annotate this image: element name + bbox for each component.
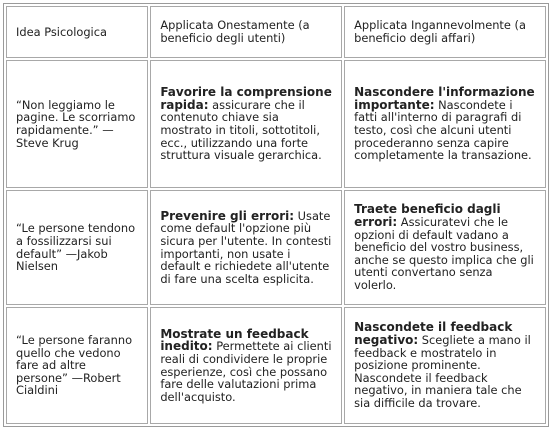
header-applied-deceptively: Applicata Ingannevolmente (a beneficio degli affari) <box>344 6 546 58</box>
honest-title: Mostrate un feedback inedito: <box>160 326 309 354</box>
psychology-comparison-table <box>3 3 549 427</box>
deceptive-title: Nascondere l'informazione importante: <box>354 85 535 112</box>
quote-cell: “Non leggiamo le pagine. Le scorriamo rapidamente.” — Steve Krug <box>6 60 148 188</box>
table-row <box>6 307 546 424</box>
header-row <box>6 6 546 58</box>
honest-cell <box>150 190 342 305</box>
header-psychological-idea: Idea Psicologica <box>6 6 148 58</box>
quote-cell: “Le persone tendono a fossilizzarsi sui default” —Jakob Nielsen <box>6 190 148 305</box>
honest-text: assicurare che il contenuto chiave sia mostrato in titoli, sottotitoli, ecc., utilizzando una forte struttura visuale gerarchica. <box>160 97 322 163</box>
header-applied-honestly: Applicata Onestamente (a beneficio degli utenti) <box>150 6 342 58</box>
deceptive-text: Assicuratevi che le opzioni di default vadano a beneficio del vostro business, anche se questo implica che gli utenti convertano senza volerlo. <box>354 215 534 292</box>
table-row <box>6 190 546 305</box>
honest-title: Favorire la comprensione rapida: <box>160 85 332 112</box>
table-row <box>6 60 546 188</box>
deceptive-cell <box>344 190 546 305</box>
deceptive-title: Traete beneficio dagli errori: <box>354 202 501 230</box>
deceptive-text: Scegliete a mano il feedback e mostratelo in posizione prominente. Nascondete il feedback negativo, in maniera tale che sia difficile da trovare. <box>354 333 531 410</box>
comparison-table-container <box>3 3 549 427</box>
deceptive-cell <box>344 60 546 188</box>
deceptive-text: Nascondete i fatti all'interno di paragrafi di testo, così che alcuni utenti procederanno senza capire completamente la transazione. <box>354 97 532 163</box>
honest-cell <box>150 307 342 424</box>
honest-text: Usate come default l'opzione più sicura per l'utente. In contesti importanti, non usate i default e richiedete all'utente di fare una scelta esplicita. <box>160 208 332 286</box>
honest-text: Permettete ai clienti reali di condividere le proprie esperienze, così che possano fare delle valutazioni prima dell'acquisto. <box>160 339 332 404</box>
honest-cell <box>150 60 342 188</box>
quote-cell: “Le persone faranno quello che vedono fare ad altre persone” —Robert Cialdini <box>6 307 148 424</box>
deceptive-title: Nascondete il feedback negativo: <box>354 320 513 348</box>
deceptive-cell <box>344 307 546 424</box>
honest-title: Prevenire gli errori: <box>160 208 295 223</box>
